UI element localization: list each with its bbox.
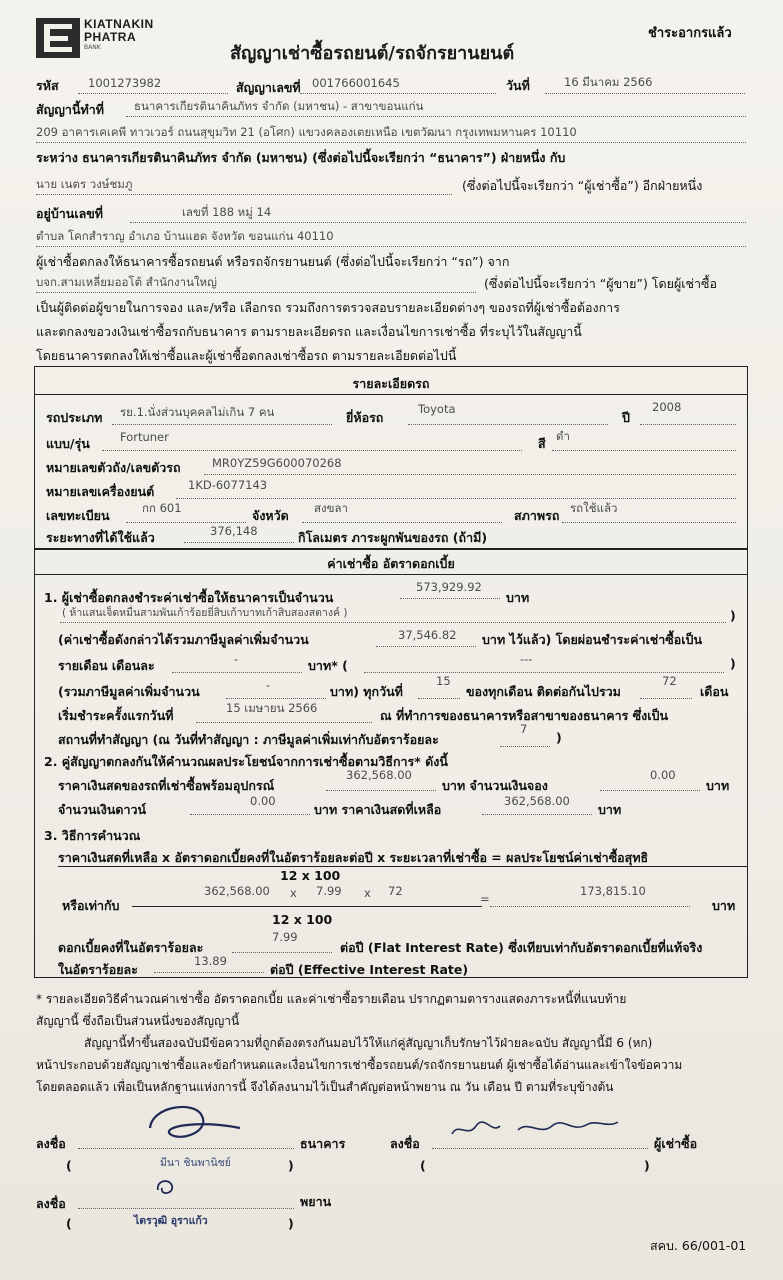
chassis-label: หมายเลขตัวถัง/เลขตัวรถ bbox=[46, 460, 181, 475]
agree-line1: ผู้เช่าซื้อตกลงให้ธนาคารซื้อรถยนต์ หรือรถจักรยานยนต์ (ซึ่งต่อไปนี้จะเรียกว่า “รถ”) จาก bbox=[36, 254, 510, 269]
down-value: 0.00 bbox=[250, 794, 276, 808]
year-value: 2008 bbox=[652, 400, 682, 414]
monthly-baht: บาท* ( bbox=[308, 658, 348, 673]
flat-value: 7.99 bbox=[272, 930, 298, 944]
lessee-name: นาย เนตร วงษ์ชมภู bbox=[36, 177, 133, 191]
agree-line3: เป็นผู้ติดต่อผู้ขายในการจอง และ/หรือ เลือกรถ รวมถึงการตรวจสอบรายละเอียดต่างๆ ของรถที่ผู้เช่าซื้อต้องการ bbox=[36, 300, 620, 315]
brand-value: Toyota bbox=[418, 402, 456, 416]
vat-suffix: บาท ไว้แล้ว) โดยผ่อนชำระค่าเช่าซื้อเป็น bbox=[482, 632, 703, 647]
brand-label: ยี่ห้อรถ bbox=[346, 410, 384, 425]
place-text: สถานที่ทำสัญญา (ณ วันที่ทำสัญญา : ภาษีมูลค่าเพิ่มเท่ากับอัตราร้อยละ bbox=[58, 732, 439, 747]
note-line1: * รายละเอียดวิธีคำนวณค่าเช่าซื้อ อัตราดอกเบี้ย และค่าเช่าซื้อรายเดือน ปรากฏตามตารางแสดงภาระหนี้ที่แนบท้าย bbox=[36, 992, 627, 1006]
seller-suffix: (ซึ่งต่อไปนี้จะเรียกว่า “ผู้ขาย”) โดยผู้เช่าซื้อ bbox=[484, 276, 718, 291]
bank-signature-icon bbox=[140, 1098, 250, 1152]
engine-value: 1KD-6077143 bbox=[188, 478, 268, 492]
logo-bank: BANK bbox=[84, 44, 101, 51]
every-month-text: ของทุกเดือน ติดต่อกันไปรวม bbox=[466, 684, 621, 699]
province-label: จังหวัด bbox=[252, 508, 289, 523]
bank-signer-name: มีนา ชินพานิชย์ bbox=[160, 1157, 231, 1169]
chassis-value: MR0YZ59G600070268 bbox=[212, 456, 342, 470]
lessee-label: ผู้เช่าซื้อ bbox=[654, 1136, 698, 1151]
installments-value: 72 bbox=[662, 674, 677, 688]
province-value: สงขลา bbox=[314, 501, 349, 515]
remaining-text: บาท ราคาเงินสดที่เหลือ bbox=[314, 802, 442, 817]
plate-value: กก 601 bbox=[142, 501, 182, 515]
cash-price-value: 362,568.00 bbox=[346, 768, 412, 782]
witness-label: พยาน bbox=[300, 1194, 332, 1209]
calc-result: 173,815.10 bbox=[580, 884, 646, 898]
para-line1: สัญญานี้ทำขึ้นสองฉบับมีข้อความที่ถูกต้องตรงกันมอบไว้ให้แก่คู่สัญญาเก็บรักษาไว้ฝ่ายละฉบับ สัญญานี้มี 6 (หก) bbox=[84, 1036, 653, 1050]
model-label: แบบ/รุ่น bbox=[46, 436, 90, 451]
vat-rate-value: 7 bbox=[520, 722, 528, 736]
cash-price-text: ราคาเงินสดของรถที่เช่าซื้อพร้อมอุปกรณ์ bbox=[58, 778, 275, 793]
calc-b: 7.99 bbox=[316, 884, 342, 898]
contract-page: KIATNAKIN PHATRA BANK ชำระอากรแล้ว สัญญาเช่าซื้อรถยนต์/รถจักรยานยนต์ รหัส 1001273982 สัญญาเลขที่ 001766001645 วันที่ 16 มีนาคม 2566 สัญญานี้ทำที่ ธนาคารเกียรตินาคินภัทร จำกัด (มหาชน) - สาขาขอนแก่น 209 อาคารเคเคพี ทาวเวอร์ ถนนสุขุมวิท 21 (อโศก) แขวงคลองเตยเหนือ เขตวัฒนา กรุงเทพมหานคร 10110 ระหว่าง ธนาคารเกียรตินาคินภัทร จำกัด (มหาชน) (ซึ่งต่อไปนี้จะเรียกว่า “ธนาคาร”) ฝ่ายหนึ่ง กับ นาย เนตร วงษ์ชมภู (ซึ่งต่อไปนี้จะเรียกว่า “ผู้เช่าซื้อ”) อีกฝ่ายหนึ่ง อยู่บ้านเลขที่ เลขที่ 188 หมู่ 14 ตำบล โคกสำราญ อำเภอ บ้านแฮด จังหวัด ขอนแก่น 40110 ผู้เช่าซื้อตกลงให้ธนาคารซื้อรถยนต์ หรือรถจักรยานยนต์ (ซึ่งต่อไปนี้จะเรียกว่า “รถ”) จาก บจก.สามเหลี่ยมออโต้ สำนักงานใหญ่ (ซึ่งต่อไปนี้จะเรียกว่า “ผู้ขาย”) โดยผู้เช่าซื้อ เป็นผู้ติดต่อผู้ขายในการจอง และ/หรือ เลือกรถ รวมถึงการตรวจสอบรายละเอียดต่างๆ ของรถที่ผู้เช่าซื้อต้องการ และตกลงขอวงเงินเช่าซื้อรถกับธนาคาร ตามรายละเอียดรถ และเงื่อนไขการเช่าซื้อ ที่ระบุไว้ในสัญญานี้ โดยธนาคารตกลงให้เช่าซื้อและผู้เช่าซื้อตกลงเช่าซื้อรถ ตามรายละเอียดต่อไปนี้ รายละเอียดรถ รถประเภท รย.1.นั่งส่วนบุคคลไม่เกิน 7 คน ยี่ห้อรถ Toyota ปี 2008 แบบ/รุ่น Fortuner สี ดำ หมายเลขตัวถัง/เลขตัวรถ MR0YZ59G600070268 หมายเลขเครื่องยนต์ 1KD-6077143 เลขทะเบียน กก 601 จังหวัด สงขลา สภาพรถ รถใช้แล้ว ระยะทางที่ได้ใช้แล้ว 376,148 กิโลเมตร ภาระผูกพันของรถ (ถ้ามี) ค่าเช่าซื้อ อัตราดอกเบี้ย 1. ผู้เช่าซื้อตกลงชำระค่าเช่าซื้อให้ธนาคารเป็นจำนวน 573,929.92 บาท ( ห้าแสนเจ็ดหมื่นสามพันเก้าร้อยยี่สิบเก้าบาทเก้าสิบสองสตางค์ ) ) (ค่าเช่าซื้อดังกล่าวได้รวมภาษีมูลค่าเพิ่มจำนวน 37,546.82 บาท ไว้แล้ว) โดยผ่อนชำระค่าเช่าซื้อเป็น รายเดือน เดือนละ - บาท* ( --- ) (รวมภาษีมูลค่าเพิ่มจำนวน - บาท) ทุกวันที่ 15 ของทุกเดือน ติดต่อกันไปรวม 72 เดือน เริ่มชำระครั้งแรกวันที่ 15 เมษายน 2566 ณ ที่ทำการของธนาคารหรือสาขาของธนาคาร ซึ่งเป็น สถานที่ทำสัญญา (ณ วันที่ทำสัญญา : ภาษีมูลค่าเพิ่มเท่ากับอัตราร้อยละ 7 ) 2. คู่สัญญาตกลงกันให้คำนวณผลประโยชน์จากการเช่าซื้อตามวิธีการ* ดังนี้ ราคาเงินสดของรถที่เช่าซื้อพร้อมอุปกรณ์ 362,568.00 บาท จำนวนเงินจอง 0.00 บาท จำนวนเงินดาวน์ 0.00 บาท ราคาเงินสดที่เหลือ 362,568.00 บาท 3. วิธีการคำนวณ ราคาเงินสดที่เหลือ x อัตราดอกเบี้ยคงที่ในอัตราร้อยละต่อปี x ระยะเวลาที่เช่าซื้อ = ผลประโยชน์ค่าเช่าซื้อสุทธิ 12 x 100 หรือเท่ากับ 362,568.00 x 7.99 x 72 = 173,815.10 บาท 12 x 100 ดอกเบี้ยคงที่ในอัตราร้อยละ 7.99 ต่อปี (Flat Interest Rate) ซึ่งเทียบเท่ากับอัตราดอกเบี้ยที่แท้จริง ในอัตราร้อยละ 13.89 ต่อปี (Effective Interest Rate) * รายละเอียดวิธีคำนวณค่าเช่าซื้อ อัตราดอกเบี้ย และค่าเช่าซื้อรายเดือน ปรากฏตามตารางแสดงภาระหนี้ที่แนบท้าย สัญญานี้ ซึ่งถือเป็นส่วนหนึ่งของสัญญานี้ สัญญานี้ทำขึ้นสองฉบับมีข้อความที่ถูกต้องตรงกันมอบไว้ให้แก่คู่สัญญาเก็บรักษาไว้ฝ่ายละฉบับ สัญญานี้มี 6 (หก) หน้าประกอบด้วยสัญญาเช่าซื้อและข้อกำหนดและเงื่อนไขการเช่าซื้อรถยนต์/รถจักรยานยนต์ ผู้เช่าซื้อได้อ่านและเข้าใจข้อความ โดยตลอดแล้ว เพื่อเป็นหลักฐานแห่งการนี้ จึงได้ลงนามไว้เป็นสำคัญต่อหน้าพยาน ณ วัน เดือน ปี ตามที่ระบุข้างต้น ลงชื่อ ธนาคาร มีนา ชินพานิชย์ ( ) ลงชื่อ ผู้เช่าซื้อ ( ) ลงชื่อ พยาน ไตรวุฒิ อุราแก้ว ( ) สคบ. 66/001-01 bbox=[0, 0, 783, 1280]
total-value: 573,929.92 bbox=[416, 580, 482, 594]
every-day-text: บาท) ทุกวันที่ bbox=[330, 684, 403, 699]
lessee-signature-icon bbox=[448, 1114, 628, 1148]
denom-top: 12 x 100 bbox=[280, 868, 341, 883]
mileage-label: ระยะทางที่ได้ใช้แล้ว bbox=[46, 530, 155, 545]
condition-value: รถใช้แล้ว bbox=[570, 501, 618, 515]
color-value: ดำ bbox=[556, 429, 570, 443]
agree-line4: และตกลงขอวงเงินเช่าซื้อรถกับธนาคาร ตามรายละเอียดรถ และเงื่อนไขการเช่าซื้อ ที่ระบุไว้ในสัญญานี้ bbox=[36, 324, 582, 339]
kkp-logo-icon bbox=[36, 18, 80, 58]
note-line2: สัญญานี้ ซึ่งถือเป็นส่วนหนึ่งของสัญญานี้ bbox=[36, 1014, 240, 1028]
code-value: 1001273982 bbox=[88, 76, 162, 90]
month-unit: เดือน bbox=[700, 684, 729, 699]
monthly-value: - bbox=[234, 652, 239, 666]
item2-text: 2. คู่สัญญาตกลงกันให้คำนวณผลประโยชน์จากการเช่าซื้อตามวิธีการ* ดังนี้ bbox=[44, 754, 448, 769]
type-label: รถประเภท bbox=[46, 410, 103, 425]
item1-text: 1. ผู้เช่าซื้อตกลงชำระค่าเช่าซื้อให้ธนาคารเป็นจำนวน bbox=[44, 590, 334, 605]
rent-section-title: ค่าเช่าซื้อ อัตราดอกเบี้ย bbox=[327, 556, 455, 571]
para-line3: โดยตลอดแล้ว เพื่อเป็นหลักฐานแห่งการนี้ จึงได้ลงนามไว้เป็นสำคัญต่อหน้าพยาน ณ วัน เดือน ปี ตามที่ระบุข้างต้น bbox=[36, 1080, 614, 1094]
first-pay-value: 15 เมษายน 2566 bbox=[226, 701, 318, 715]
eff-suffix: ต่อปี (Effective Interest Rate) bbox=[270, 962, 469, 977]
formula-text: ราคาเงินสดที่เหลือ x อัตราดอกเบี้ยคงที่ในอัตราร้อยละต่อปี x ระยะเวลาที่เช่าซื้อ = ผลประโยชน์ค่าเช่าซื้อสุทธิ bbox=[58, 850, 649, 865]
flat-label: ดอกเบี้ยคงที่ในอัตราร้อยละ bbox=[58, 940, 204, 955]
plate-label: เลขทะเบียน bbox=[46, 508, 110, 523]
color-label: สี bbox=[538, 436, 546, 451]
address-label: อยู่บ้านเลขที่ bbox=[36, 206, 104, 221]
calc-c: 72 bbox=[388, 884, 403, 898]
monthly-text: รายเดือน เดือนละ bbox=[58, 658, 155, 673]
date-value: 16 มีนาคม 2566 bbox=[564, 75, 653, 89]
address-line2: ตำบล โคกสำราญ อำเภอ บ้านแฮด จังหวัด ขอนแก่น 40110 bbox=[36, 229, 334, 243]
vat-value: 37,546.82 bbox=[398, 628, 457, 642]
vat-incl-text: (รวมภาษีมูลค่าเพิ่มจำนวน bbox=[58, 684, 200, 699]
down-text: จำนวนเงินดาวน์ bbox=[58, 802, 147, 817]
total-words: ( ห้าแสนเจ็ดหมื่นสามพันเก้าร้อยยี่สิบเก้าบาทเก้าสิบสองสตางค์ ) bbox=[62, 607, 348, 619]
denom-bottom: 12 x 100 bbox=[272, 912, 333, 927]
made-at-address: 209 อาคารเคเคพี ทาวเวอร์ ถนนสุขุมวิท 21 (อโศก) แขวงคลองเตยเหนือ เขตวัฒนา กรุงเทพมหานคร 10110 bbox=[36, 125, 577, 139]
remaining-value: 362,568.00 bbox=[504, 794, 570, 808]
stamp-paid: ชำระอากรแล้ว bbox=[648, 26, 732, 41]
vat-text: (ค่าเช่าซื้อดังกล่าวได้รวมภาษีมูลค่าเพิ่มจำนวน bbox=[58, 632, 309, 647]
total-baht: บาท bbox=[506, 590, 530, 605]
agree-line5: โดยธนาคารตกลงให้เช่าซื้อและผู้เช่าซื้อตกลงเช่าซื้อรถ ตามรายละเอียดต่อไปนี้ bbox=[36, 348, 457, 363]
between-text: ระหว่าง ธนาคารเกียรตินาคินภัทร จำกัด (มหาชน) (ซึ่งต่อไปนี้จะเรียกว่า “ธนาคาร”) ฝ่ายหนึ่ง กับ bbox=[36, 150, 566, 165]
seller-name: บจก.สามเหลี่ยมออโต้ สำนักงานใหญ่ bbox=[36, 275, 217, 289]
sign-label-witness: ลงชื่อ bbox=[36, 1196, 66, 1211]
equal-text: หรือเท่ากับ bbox=[62, 898, 120, 913]
monthly-words: --- bbox=[520, 652, 533, 666]
deposit-text: บาท จำนวนเงินจอง bbox=[442, 778, 548, 793]
type-value: รย.1.นั่งส่วนบุคคลไม่เกิน 7 คน bbox=[120, 405, 275, 419]
document-title: สัญญาเช่าซื้อรถยนต์/รถจักรยานยนต์ bbox=[230, 43, 515, 64]
made-at-value: ธนาคารเกียรตินาคินภัทร จำกัด (มหาชน) - สาขาขอนแก่น bbox=[134, 99, 424, 113]
mileage-unit: กิโลเมตร ภาระผูกพันของรถ (ถ้ามี) bbox=[298, 530, 488, 545]
model-value: Fortuner bbox=[120, 430, 169, 444]
logo-text: KIATNAKIN PHATRA bbox=[84, 17, 154, 44]
lessee-suffix: (ซึ่งต่อไปนี้จะเรียกว่า “ผู้เช่าซื้อ”) อีกฝ่ายหนึ่ง bbox=[462, 178, 703, 193]
condition-label: สภาพรถ bbox=[514, 508, 560, 523]
sign-label-bank: ลงชื่อ bbox=[36, 1136, 66, 1151]
para-line2: หน้าประกอบด้วยสัญญาเช่าซื้อและข้อกำหนดและเงื่อนไขการเช่าซื้อรถยนต์/รถจักรยานยนต์ ผู้เช่าซื้อได้อ่านและเข้าใจข้อความ bbox=[36, 1058, 683, 1072]
vehicle-section-title: รายละเอียดรถ bbox=[352, 376, 430, 391]
eff-value: 13.89 bbox=[194, 954, 227, 968]
first-pay-text: เริ่มชำระครั้งแรกวันที่ bbox=[58, 708, 174, 723]
sign-label-lessee: ลงชื่อ bbox=[390, 1136, 420, 1151]
address-value: เลขที่ 188 หมู่ 14 bbox=[182, 205, 272, 219]
every-day-value: 15 bbox=[436, 674, 451, 688]
flat-suffix: ต่อปี (Flat Interest Rate) ซึ่งเทียบเท่ากับอัตราดอกเบี้ยที่แท้จริง bbox=[340, 940, 703, 955]
eff-label: ในอัตราร้อยละ bbox=[58, 962, 138, 977]
witness-signer-name: ไตรวุฒิ อุราแก้ว bbox=[134, 1215, 208, 1227]
bank-label: ธนาคาร bbox=[300, 1136, 346, 1151]
item3-text: 3. วิธีการคำนวณ bbox=[44, 828, 141, 843]
made-at-label: สัญญานี้ทำที่ bbox=[36, 102, 104, 117]
contract-no-value: 001766001645 bbox=[312, 76, 400, 90]
deposit-value: 0.00 bbox=[650, 768, 676, 782]
witness-signature-icon bbox=[152, 1176, 182, 1204]
contract-no-label: สัญญาเลขที่ bbox=[236, 80, 301, 95]
engine-label: หมายเลขเครื่องยนต์ bbox=[46, 484, 155, 499]
code-label: รหัส bbox=[36, 78, 59, 93]
date-label: วันที่ bbox=[506, 78, 530, 93]
form-code: สคบ. 66/001-01 bbox=[650, 1238, 747, 1253]
mileage-value: 376,148 bbox=[210, 524, 258, 538]
calc-a: 362,568.00 bbox=[204, 884, 270, 898]
vat-incl-value: - bbox=[266, 678, 271, 692]
first-pay-suffix: ณ ที่ทำการของธนาคารหรือสาขาของธนาคาร ซึ่งเป็น bbox=[380, 708, 669, 723]
year-label: ปี bbox=[622, 410, 630, 425]
